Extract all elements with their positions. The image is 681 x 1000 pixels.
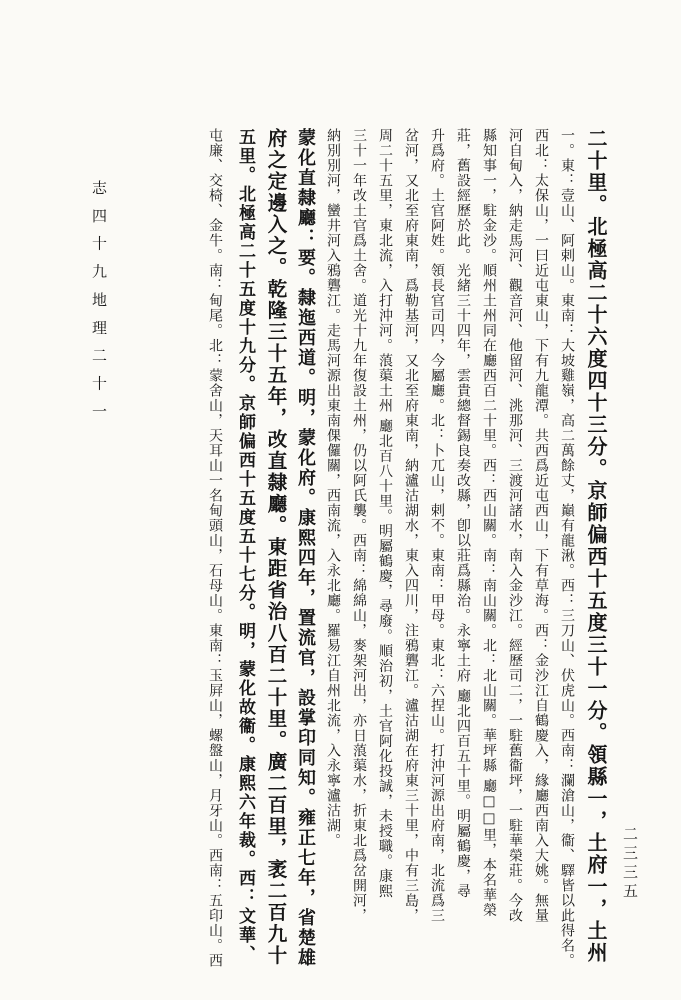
text-column-9: 周二十五里，東北流，入打沖河。蒗蕖土州 廳北百八十里。明屬鶴慶，尋廢。順治初，土官阿化投誠，未授職。康熙 xyxy=(377,128,393,899)
text-column-1: 二十里。北極高二十六度四十三分。京師偏西十五度三十一分。領縣一，土府一，土州 xyxy=(584,128,608,964)
text-column-12: 蒙化直隸廳：要。隸迤西道。明，蒙化府。康熙四年，置流官，設掌印同知。雍正七年，省楚雄 xyxy=(295,128,316,968)
running-header-right: 地 理 二 十 一 xyxy=(90,292,108,423)
text-column-14: 五里。北極高二十五度十九分。京師偏西十五度五十七分。明，蒙化故衞。康熙六年裁。西：文華、 xyxy=(235,128,255,964)
text-column-5: 縣知事一，駐金沙。順州土州同在廳西百二十里。西：西山關。南：南山關。北：北山關。華坪縣 廳□□里，本名華榮 xyxy=(481,128,497,918)
text-column-13: 府之定邊入之。乾隆三十五年，改直隸廳。東距省治八百二十里。廣二百里，袤二百九十 xyxy=(264,128,288,967)
text-column-15: 屯廉、交椅、金牛。南：甸尾。北：蒙舍山，天耳山一名甸頭山，石母山。東南：玉屛山，螺盤山，月牙山。西南：五印山。西 xyxy=(207,128,223,968)
text-column-8: 岔河，又北至府東南，爲勒基河，又北至府東南，納瀘沽湖水，東入四川，注鴉礱江。瀘沽湖在府東三十里，中有三島， xyxy=(403,128,419,923)
text-column-4: 河自甸入，納走馬河、觀音河、他留河、洮那河、三渡河諸水，南入金沙江。經歷司二，一駐舊衞坪，一駐華榮莊。今改 xyxy=(507,128,523,923)
text-column-7: 升爲府。土官阿姓。領長官司四，今屬廳。北：卜兀山，剌不。東南：甲母。東北：六捏山。打沖河源出府南，北流爲三 xyxy=(429,128,445,923)
text-column-6: 莊，舊設經歷於此。光緒三十四年，雲貴總督錫良奏改縣，卽以莊爲縣治。永寧土府 廳北四百五十里。明屬鶴慶，尋 xyxy=(455,128,471,899)
text-column-3: 西北：太保山，一曰近屯東山，下有九龍潭。共西爲近屯西山，下有草海。西：金沙江自鶴慶入，緣廳西南入大姚。無量 xyxy=(533,128,549,923)
text-column-11: 納別別河，蠻井河入鴉礱江。走馬河源出東南倮儸關，西南流，入永北廳。羅易江自州北流，入永寧瀘沽湖。 xyxy=(325,128,341,848)
text-column-10: 三十一年改土官爲土舍。道光十九年復設土州，仍以阿氏襲。西南：綿綿山，麥架河出，亦日蒗蕖水，折東北爲岔開河， xyxy=(351,128,367,923)
text-column-2: 一。東：壹山、阿剌山。東南：大坡雞嶺，高二萬餘丈，巔有龍湫。西：三刀山、伏虎山。西南：瀾滄山，衞、驛皆以此得名。 xyxy=(559,128,575,968)
running-header-left: 志 四 十 九 xyxy=(90,180,108,283)
page-number: 二三三五 xyxy=(621,826,639,902)
